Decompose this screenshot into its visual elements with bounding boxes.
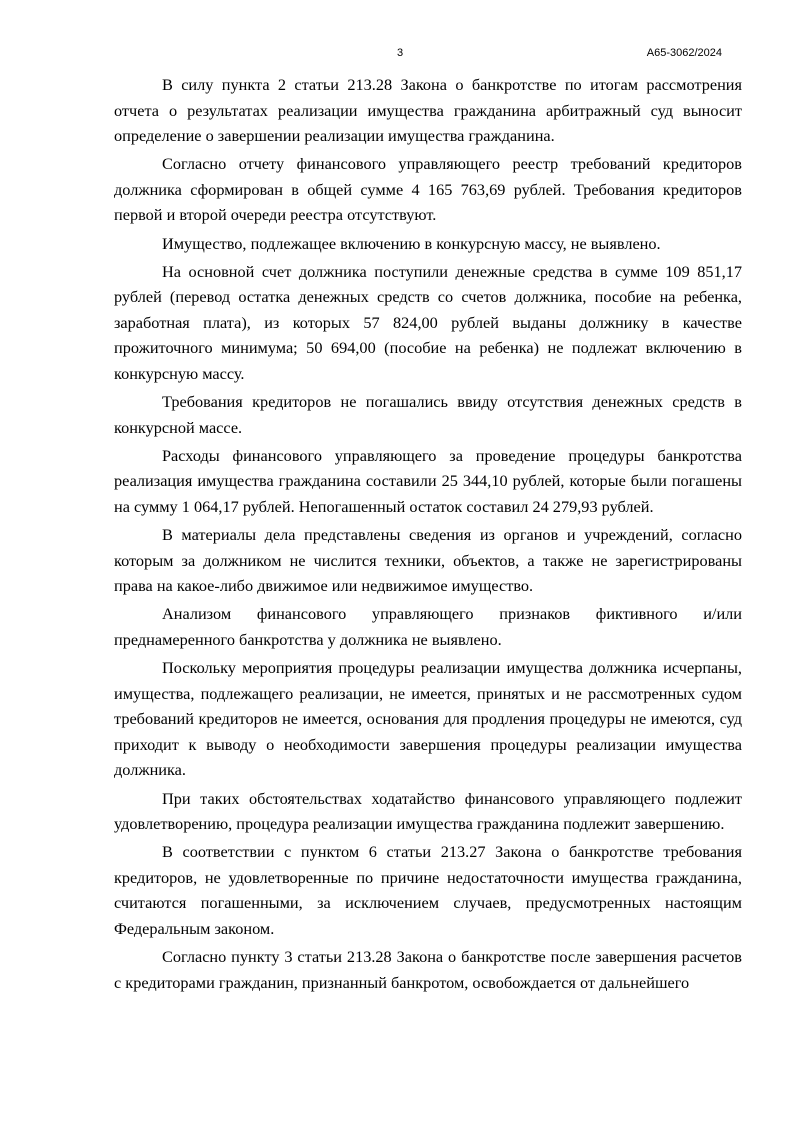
paragraph: В силу пункта 2 статьи 213.28 Закона о банкротстве по итогам рассмотрения отчета о результатах реализации имущества гражданина арбитражный суд выносит определение о завершении реализации имущества гражданина. <box>114 75 742 146</box>
document-body <box>114 72 742 998</box>
paragraph: Анализом финансового управляющего признаков фиктивного и/или преднамеренного банкротства у должника не выявлено. <box>114 604 742 649</box>
paragraph: В материалы дела представлены сведения из органов и учреждений, согласно которым за должником не числится техники, объектов, а также не зарегистрированы права на какое-либо движимое или недвижимое имущество. <box>114 525 742 596</box>
paragraph: Согласно пункту 3 статьи 213.28 Закона о банкротстве после завершения расчетов с кредиторами гражданин, признанный банкротом, освобождается от дальнейшего <box>114 947 742 992</box>
paragraph: В соответствии с пунктом 6 статьи 213.27 Закона о банкротстве требования кредиторов, не удовлетворенные по причине недостаточности имущества гражданина, считаются погашенными, за исключением случаев, предусмотренных настоящим Федеральным законом. <box>114 842 742 938</box>
paragraph: Требования кредиторов не погашались ввиду отсутствия денежных средств в конкурсной массе. <box>114 392 742 437</box>
paragraph: Имущество, подлежащее включению в конкурсную массу, не выявлено. <box>162 233 661 253</box>
paragraph: При таких обстоятельствах ходатайство финансового управляющего подлежит удовлетворению, процедура реализации имущества гражданина подлежит завершению. <box>114 788 742 834</box>
paragraph: Расходы финансового управляющего за проведение процедуры банкротства реализация имущества гражданина составили 25 344,10 рублей, которые были погашены на сумму 1 064,17 рублей. Непогашенный остаток составил 24 279,93 рублей. <box>114 445 742 516</box>
paragraph: Поскольку мероприятия процедуры реализации имущества должника исчерпаны, имущества, подлежащего реализации, не имеется, принятых и не рассмотренных судом требований кредиторов не имеется, основания для продления процедуры не имеются, суд приходит к выводу о необходимости завершения процедуры реализации имущества должника. <box>114 658 742 780</box>
paragraph: На основной счет должника поступили денежные средства в сумме 109 851,17 рублей (перевод остатка денежных средств со счетов должника, пособие на ребенка, заработная плата), из которых 57 824,00 рублей выданы должнику в качестве прожиточного минимума; 50 694,00 (пособие на ребенка) не подлежат включению в конкурсную массу. <box>114 261 742 384</box>
case-number: А65-3062/2024 <box>646 47 722 59</box>
paragraph: Согласно отчету финансового управляющего реестр требований кредиторов должника сформирован в общей сумме 4 165 763,69 рублей. Требования кредиторов первой и второй очереди реестра отсутствуют. <box>114 154 742 225</box>
page-number: 3 <box>396 47 404 59</box>
